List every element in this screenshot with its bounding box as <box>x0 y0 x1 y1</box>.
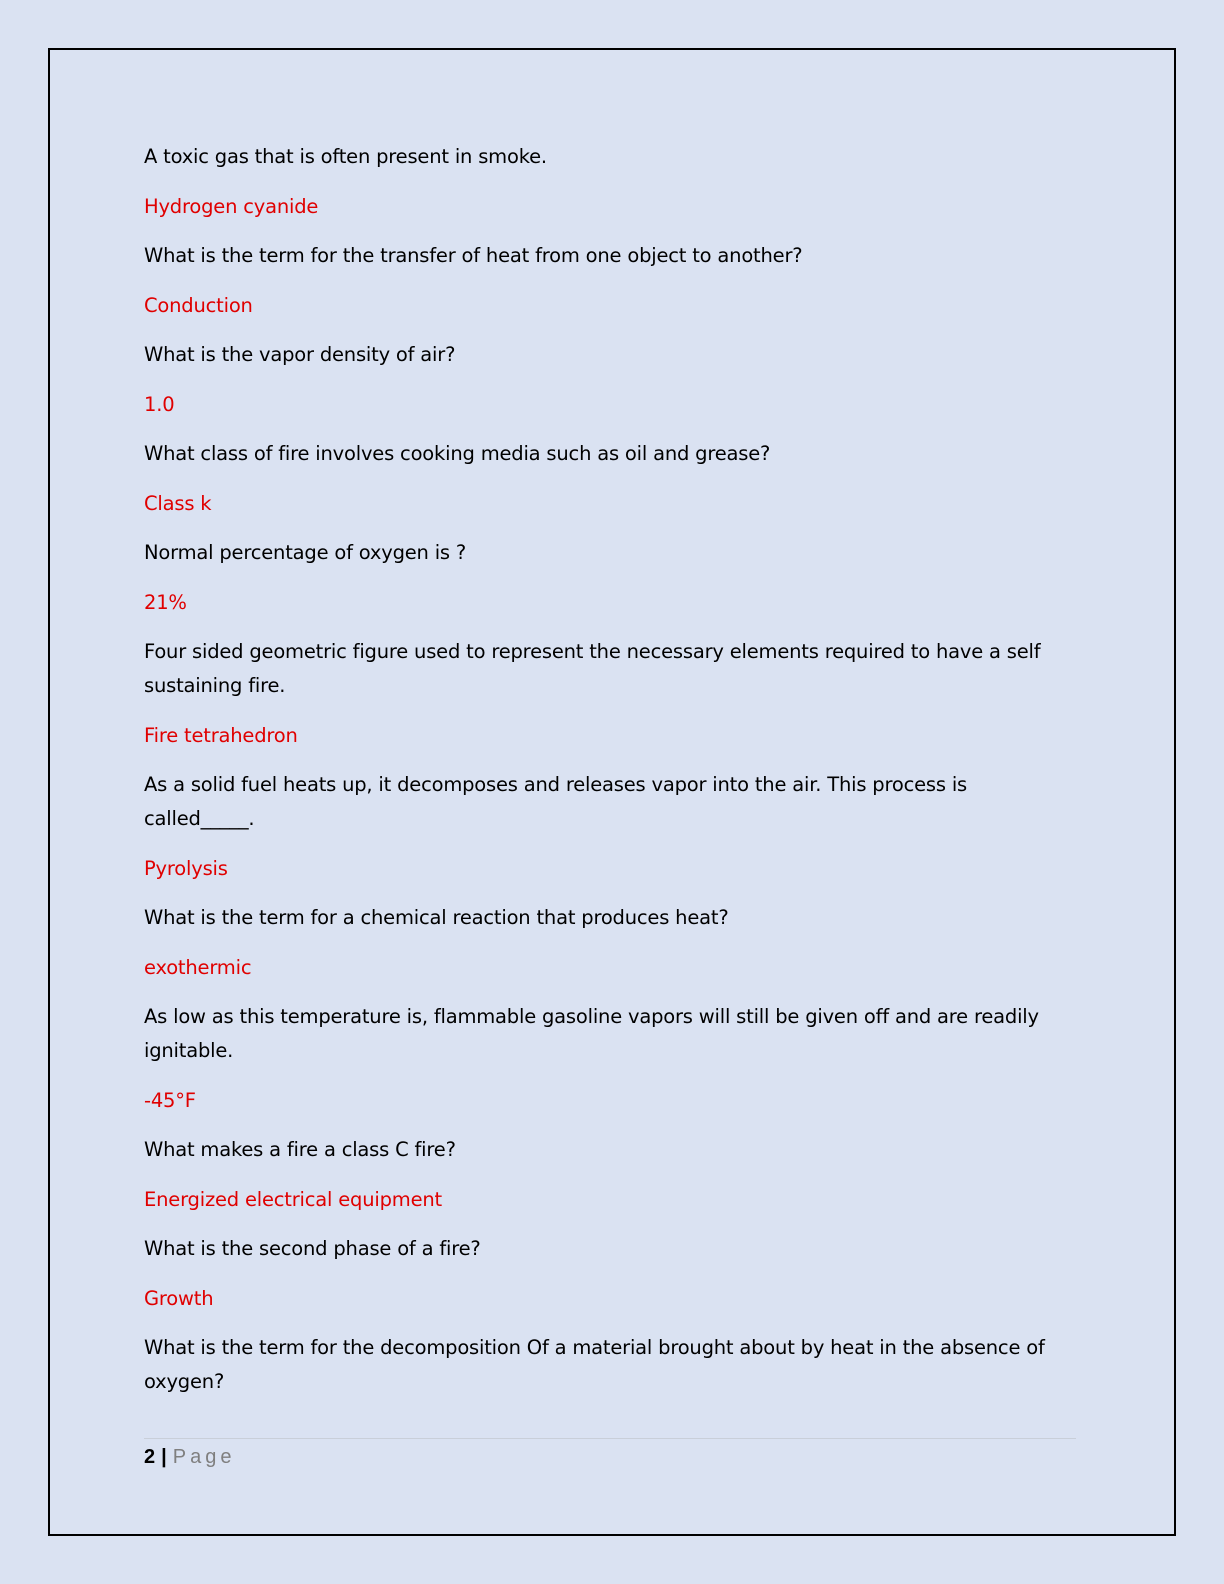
page-footer <box>144 1440 235 1474</box>
answer-text: exothermic <box>144 955 252 979</box>
answer-text: Energized electrical equipment <box>144 1187 442 1211</box>
question-text: Four sided geometric figure used to represent the necessary elements required to have a self sustaining fire. <box>144 640 1041 697</box>
question-text: A toxic gas that is often present in smoke. <box>144 145 547 168</box>
answer-text: 21% <box>144 590 187 614</box>
question-text: What is the term for the decomposition Of a material brought about by heat in the absence of oxygen? <box>144 1336 1045 1393</box>
question-text: What is the second phase of a fire? <box>144 1237 481 1260</box>
answer-text: -45°F <box>144 1088 196 1112</box>
footer-divider <box>144 1438 1076 1439</box>
page-label: Page <box>172 1446 236 1468</box>
footer-separator: | <box>161 1446 167 1468</box>
answer-text: Class k <box>144 491 212 515</box>
question-text: As low as this temperature is, flammable gasoline vapors will still be given off and are readily ignitable. <box>144 1005 1039 1062</box>
answer-text: Hydrogen cyanide <box>144 194 319 218</box>
question-text: What is the vapor density of air? <box>144 343 456 366</box>
answer-text: Fire tetrahedron <box>144 723 298 747</box>
question-text: As a solid fuel heats up, it decomposes and releases vapor into the air. This process is called_____. <box>144 773 967 830</box>
answer-text: Conduction <box>144 293 253 317</box>
answer-text: 1.0 <box>144 392 175 416</box>
answer-text: Growth <box>144 1286 214 1310</box>
question-text: What is the term for the transfer of heat from one object to another? <box>144 244 803 267</box>
question-text: What is the term for a chemical reaction that produces heat? <box>144 906 729 929</box>
question-text: Normal percentage of oxygen is ? <box>144 541 467 564</box>
question-text: What makes a fire a class C fire? <box>144 1138 456 1161</box>
page-number: 2 <box>144 1446 156 1468</box>
question-text: What class of fire involves cooking media such as oil and grease? <box>144 442 771 465</box>
answer-text: Pyrolysis <box>144 856 228 880</box>
document-page <box>48 48 1176 1536</box>
qa-list <box>144 140 1069 1415</box>
